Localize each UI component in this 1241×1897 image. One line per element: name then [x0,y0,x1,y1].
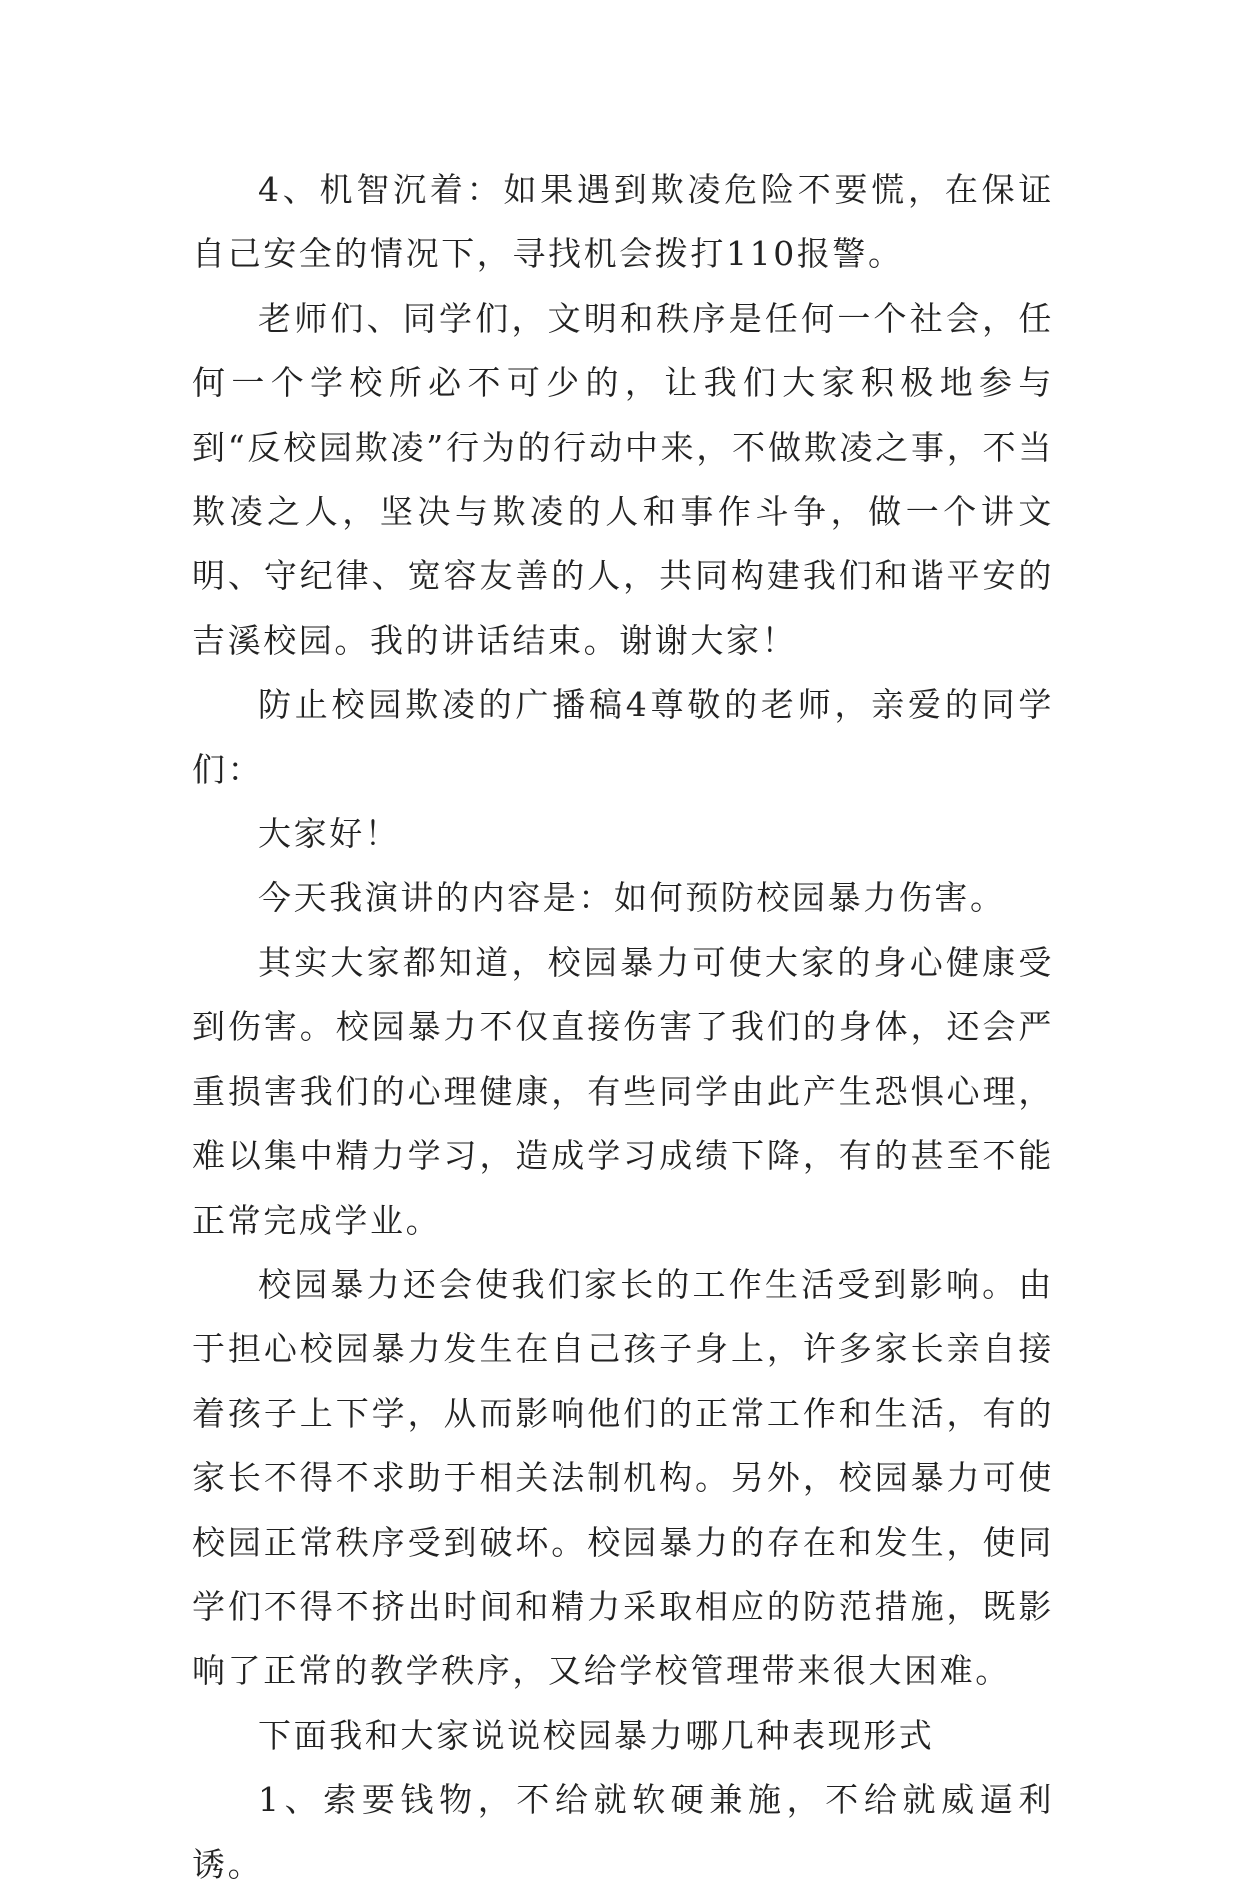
paragraph-safety-tip-4: 4、机智沉着：如果遇到欺凌危险不要慌，在保证自己安全的情况下，寻找机会拨打110报警。 [192,170,1054,274]
paragraph-harm-to-parents-school: 校园暴力还会使我们家长的工作生活受到影响。由于担心校园暴力发生在自己孩子身上，许多家长亲自接着孩子上下学，从而影响他们的正常工作和生活，有的家长不得不求助于相关法制机构。另外，校园暴力可使校园正常秩序受到破坏。校园暴力的存在和发生，使同学们不得不挤出时间和精力采取相应的防范措施，既影响了正常的教学秩序，又给学校管理带来很大困难。 [192,1264,1054,1691]
paragraph-forms-intro: 下面我和大家说说校园暴力哪几种表现形式 [258,1715,935,1755]
document-body [192,158,1054,1897]
paragraph-topic: 今天我演讲的内容是：如何预防校园暴力伤害。 [258,878,1006,918]
paragraph-harm-to-students: 其实大家都知道，校园暴力可使大家的身心健康受到伤害。校园暴力不仅直接伤害了我们的身体，还会严重损害我们的心理健康，有些同学由此产生恐惧心理，难以集中精力学习，造成学习成绩下降，有的甚至不能正常完成学业。 [192,942,1054,1240]
paragraph-form-1: 1、索要钱物，不给就软硬兼施，不给就威逼利诱。 [192,1780,1054,1884]
paragraph-speech-title: 防止校园欺凌的广播稿4尊敬的老师，亲爱的同学们： [192,685,1054,789]
paragraph-greeting: 大家好！ [258,814,401,854]
paragraph-closing-remarks: 老师们、同学们，文明和秩序是任何一个社会，任何一个学校所必不可少的，让我们大家积极地参与到“反校园欺凌”行为的行动中来，不做欺凌之事，不当欺凌之人，坚决与欺凌的人和事作斗争，做一个讲文明、守纪律、宽容友善的人，共同构建我们和谐平安的吉溪校园。我的讲话结束。谢谢大家！ [192,298,1054,660]
